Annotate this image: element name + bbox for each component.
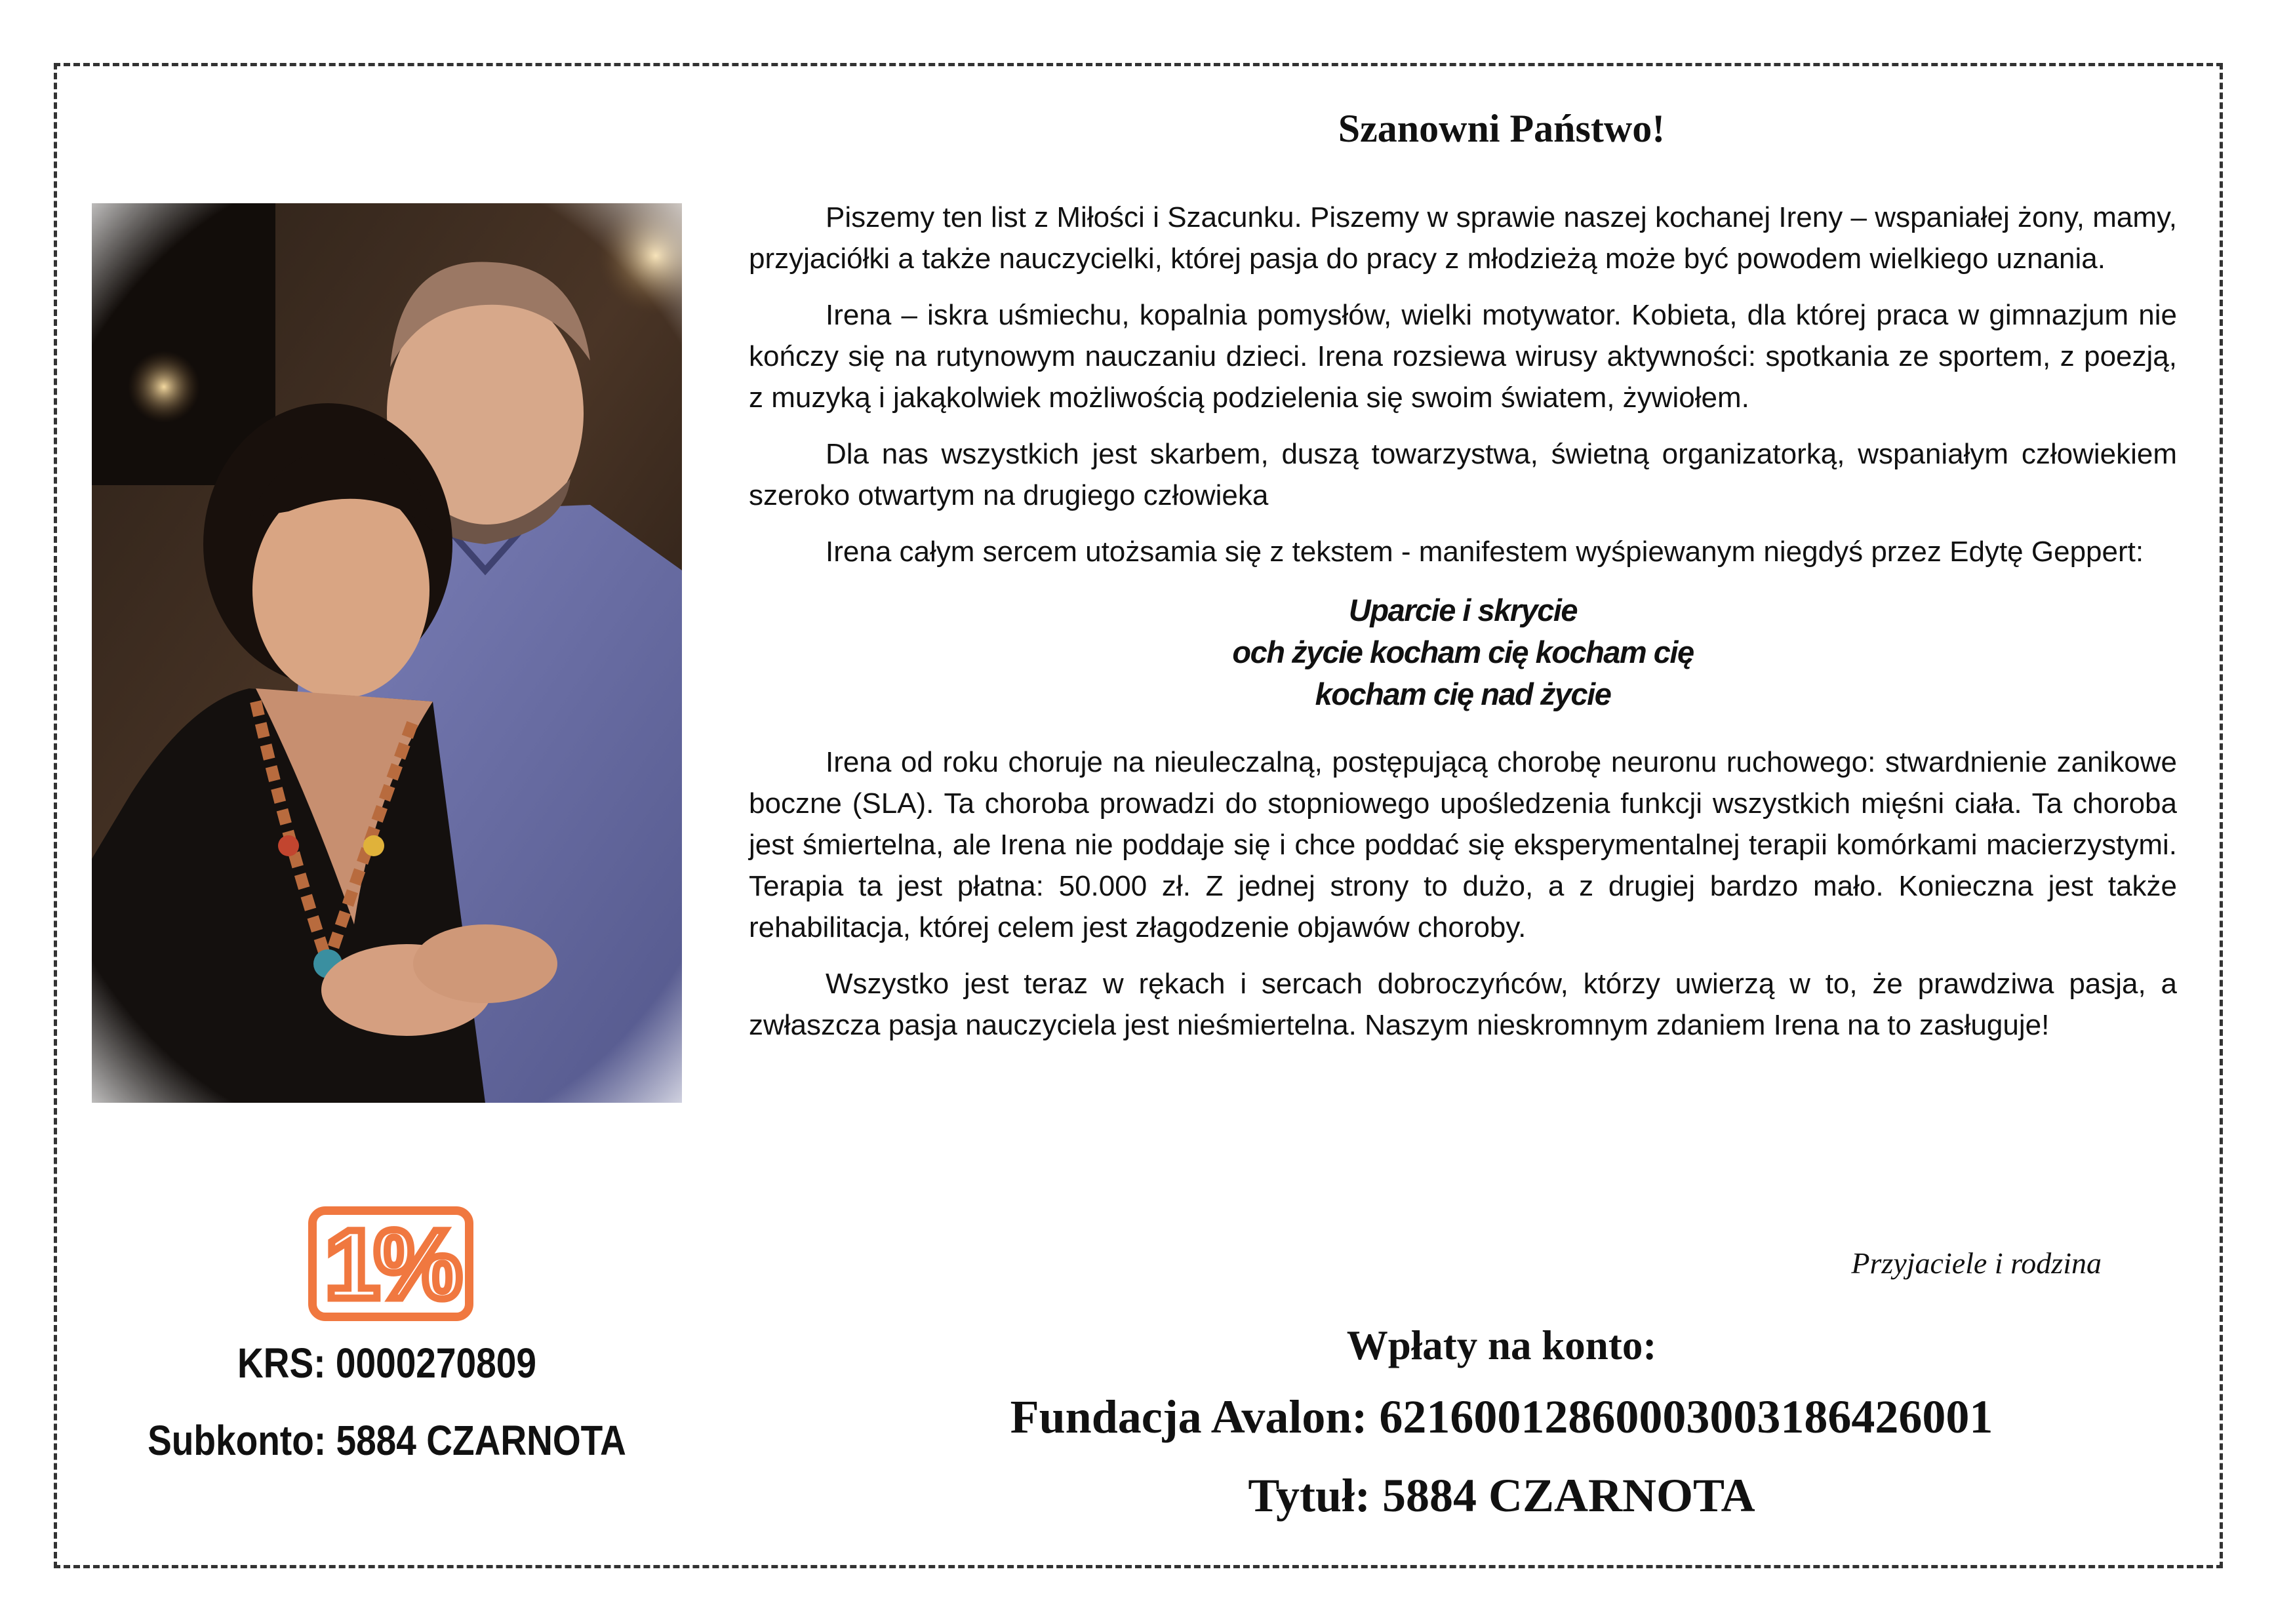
krs-number: KRS: 0000270809 <box>237 1339 536 1387</box>
paragraph-1: Piszemy ten list z Miłości i Szacunku. Piszemy w sprawie naszej kochanej Ireny – wspaniałej żony, mamy, przyjaciółki a także nauczycielki, której pasja do pracy z młodzieżą może być powodem wielkiego uznania. <box>749 201 2177 275</box>
paragraph-2: Irena – iskra uśmiechu, kopalnia pomysłów, wielki motywator. Kobieta, dla której praca w gimnazjum nie kończy się na rutynowym nauczaniu dzieci. Irena rozsiewa wirusy aktywności: spotkania ze sportem, z poezją, z muzyką i jakąkolwiek możliwością podzielenia się swoim światem, żywiołem. <box>749 299 2177 414</box>
paragraph-3: Dla nas wszystkich jest skarbem, duszą towarzystwa, świetną organizatorką, wspaniałym człowiekiem szeroko otwartym na drugiego człowieka <box>749 438 2177 511</box>
poem-line-1: Uparcie i skrycie <box>1348 593 1578 627</box>
transfer-title: Tytuł: 5884 CZARNOTA <box>1248 1469 1755 1522</box>
one-percent-logo <box>308 1206 473 1321</box>
paragraph-5: Irena od roku choruje na nieuleczalną, postępującą chorobę neuronu ruchowego: stwardnienie zanikowe boczne (SLA). Ta choroba prowadzi do stopniowego upośledzenia funkcji wszystkich mięśni ciała. Ta choroba jest śmiertelna, ale Irena nie poddaje się i chce poddać się eksperymentalnej terapii komórkami macierzystymi. Terapia ta jest płatna: 50.000 zł. Z jednej strony to dużo, a z drugiej bardzo mało. Konieczna jest także rehabilitacja, której celem jest złagodzenie objawów choroby. <box>749 746 2177 943</box>
one-percent-logo-text: 1% <box>325 1215 457 1313</box>
paragraph-4: Irena całym sercem utożsamia się z tekstem - manifestem wyśpiewanym niegdyś przez Edytę Geppert: <box>826 536 2144 568</box>
paragraph-6: Wszystko jest teraz w rękach i sercach dobroczyńców, którzy uwierzą w to, że prawdziwa pasja, a zwłaszcza pasja nauczyciela jest nieśmiertelna. Naszym nieskromnym zdaniem Irena na to zasługuje! <box>749 968 2177 1041</box>
poem-line-3: kocham cię nad życie <box>1315 677 1611 711</box>
signature: Przyjaciele i rodzina <box>1851 1246 2102 1280</box>
letter-body <box>749 197 2177 1061</box>
couple-photo <box>92 203 682 1103</box>
payment-heading: Wpłaty na konto: <box>1346 1322 1657 1368</box>
letter-title: Szanowni Państwo! <box>1338 107 1666 150</box>
poem-line-2: och życie kocham cię kocham cię <box>1232 635 1694 669</box>
bank-account: Fundacja Avalon: 62160012860003003186426001 <box>1010 1391 1993 1443</box>
poem <box>749 589 2177 715</box>
subkonto-number: Subkonto: 5884 CZARNOTA <box>148 1417 626 1464</box>
